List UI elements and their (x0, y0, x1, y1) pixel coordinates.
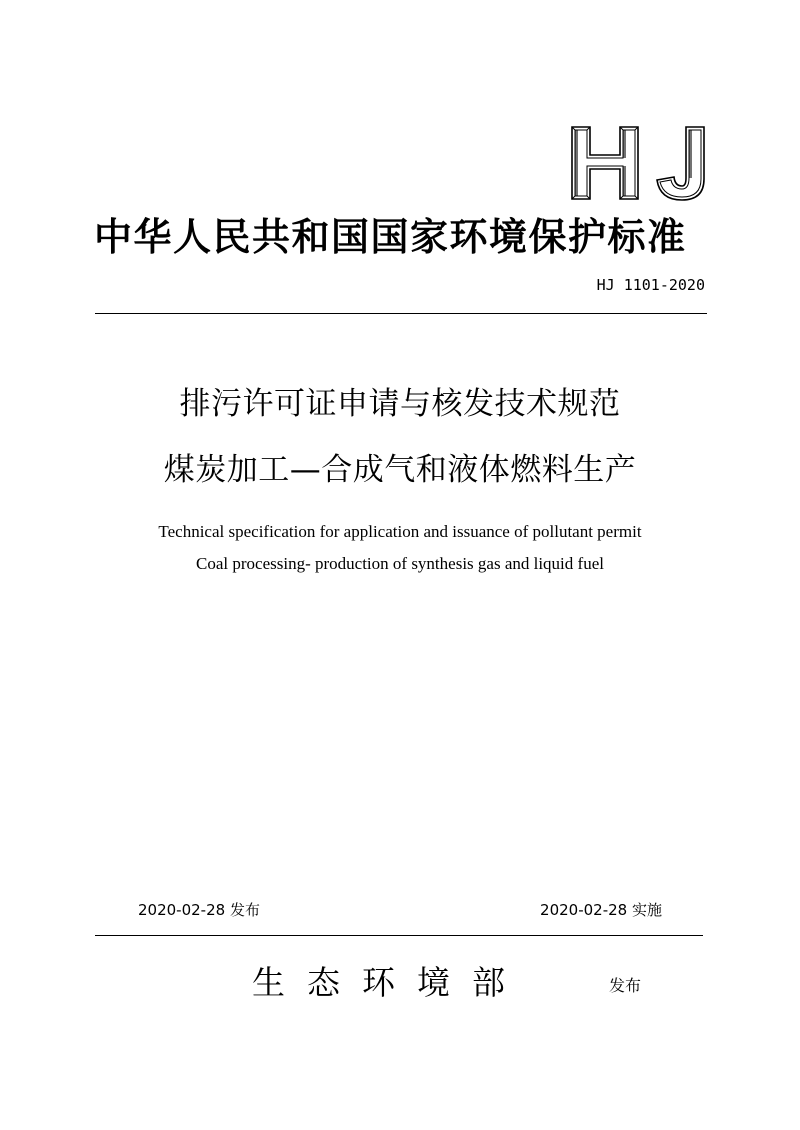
header-divider (95, 313, 707, 314)
hj-logo-graphic (568, 123, 708, 203)
issue-date: 2020-02-28 发布 (138, 901, 260, 919)
standard-code: HJ 1101-2020 (596, 276, 705, 294)
effective-date: 2020-02-28 实施 (540, 901, 662, 919)
title-cn-line1: 排污许可证申请与核发技术规范 (179, 386, 621, 422)
title-cn-line2: 煤炭加工—合成气和液体燃料生产 (163, 452, 637, 488)
issuing-authority-title: 中华人民共和国国家环境保护标准 (94, 215, 687, 259)
footer-divider (95, 935, 703, 936)
title-en-line1: Technical specification for application and issuance of pollutant permit (158, 522, 642, 541)
hj-logo (568, 123, 708, 203)
title-en-line2: Coal processing- production of synthesis gas and liquid fuel (196, 554, 604, 573)
publisher-name: 生态环境部 (252, 963, 527, 1002)
publish-label: 发布 (609, 976, 642, 995)
